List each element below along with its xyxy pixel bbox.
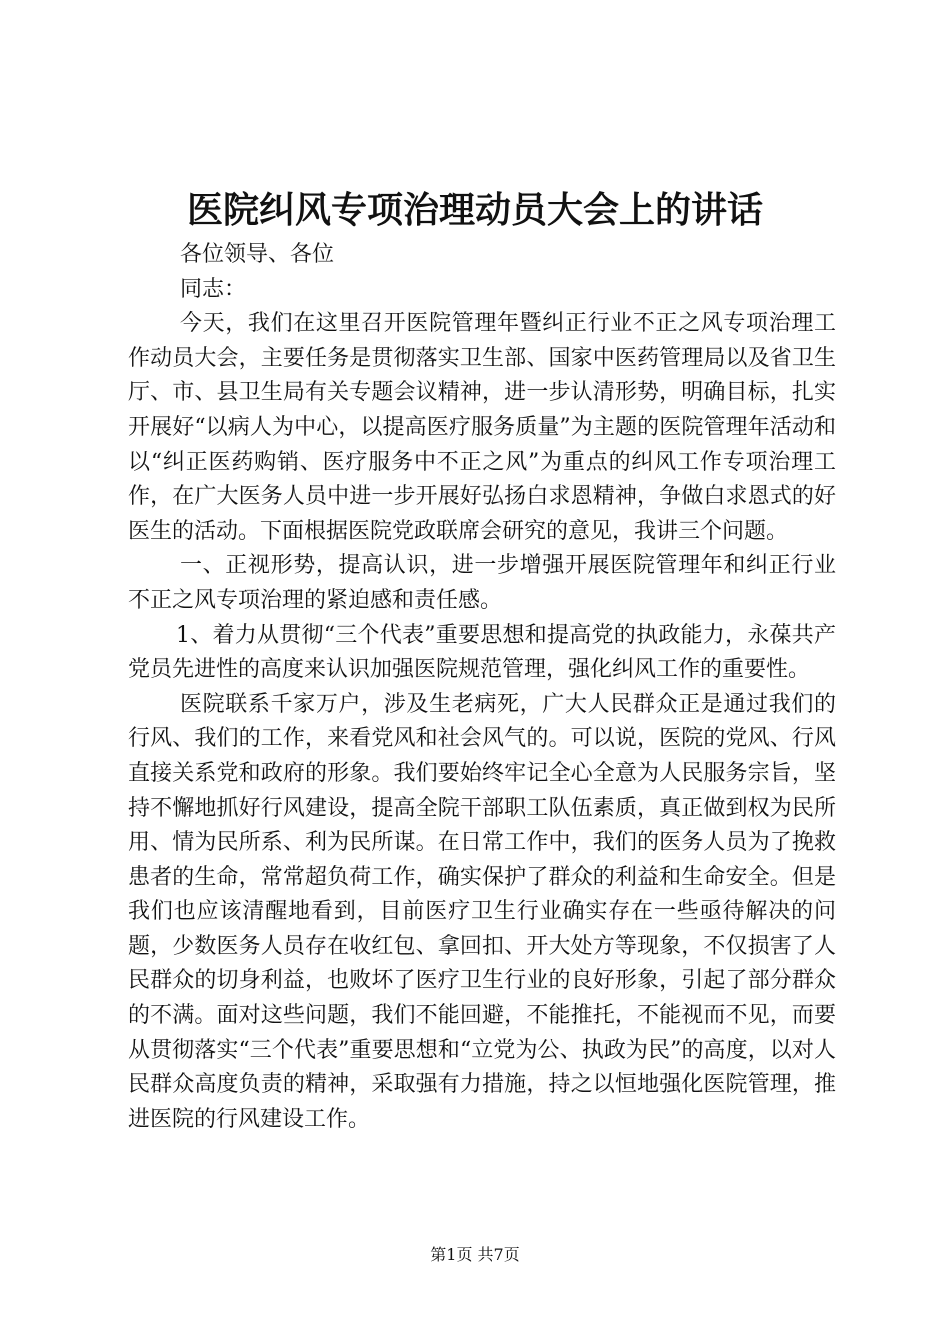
document-body (128, 238, 836, 1137)
page-footer: 第1页 共7页 (430, 1245, 520, 1264)
paragraph-intro: 今天，我们在这里召开医院管理年暨纠正行业不正之风专项治理工作动员大会，主要任务是贯彻落实卫生部、国家中医药管理局以及省卫生厅、市、县卫生局有关专题会议精神，进一步认清形势，明确目标，扎实开展好“以病人为中心，以提高医疗服务质量”为主题的医院管理年活动和以“纠正医药购销、医疗服务中不正之风”为重点的纠风工作专项治理工作，在广大医务人员中进一步开展好弘扬白求恩精神，争做白求恩式的好医生的活动。下面根据医院党政联席会研究的意见，我讲三个问题。 (128, 311, 836, 544)
greeting-line-2: 同志： (180, 276, 247, 302)
paragraph-point-1: 1、着力从贯彻“三个代表”重要思想和提高党的执政能力，永葆共产党员先进性的高度来认识加强医院规范管理，强化纠风工作的重要性。 (128, 622, 836, 683)
document-title: 医院纠风专项治理动员大会上的讲话 (186, 189, 763, 231)
greeting-line-1: 各位领导、各位 (180, 242, 335, 267)
paragraph-body: 医院联系千家万户，涉及生老病死，广大人民群众正是通过我们的行风、我们的工作，来看党风和社会风气的。可以说，医院的党风、行风直接关系党和政府的形象。我们要始终牢记全心全意为人民服务宗旨，坚持不懈地抓好行风建设，提高全院干部职工队伍素质，真正做到权为民所用、情为民所系、利为民所谋。在日常工作中，我们的医务人员为了挽救患者的生命，常常超负荷工作，确实保护了群众的利益和生命安全。但是我们也应该清醒地看到，目前医疗卫生行业确实存在一些亟待解决的问题，少数医务人员存在收红包、拿回扣、开大处方等现象，不仅损害了人民群众的切身利益，也败坏了医疗卫生行业的良好形象，引起了部分群众的不满。面对这些问题，我们不能回避，不能推托，不能视而不见，而要从贯彻落实“三个代表”重要思想和“立党为公、执政为民”的高度，以对人民群众高度负责的精神，采取强有力措施，持之以恒地强化医院管理，推进医院的行风建设工作。 (128, 691, 836, 1132)
paragraph-section-heading: 一、正视形势，提高认识，进一步增强开展医院管理年和纠正行业不正之风专项治理的紧迫感和责任感。 (128, 553, 836, 613)
